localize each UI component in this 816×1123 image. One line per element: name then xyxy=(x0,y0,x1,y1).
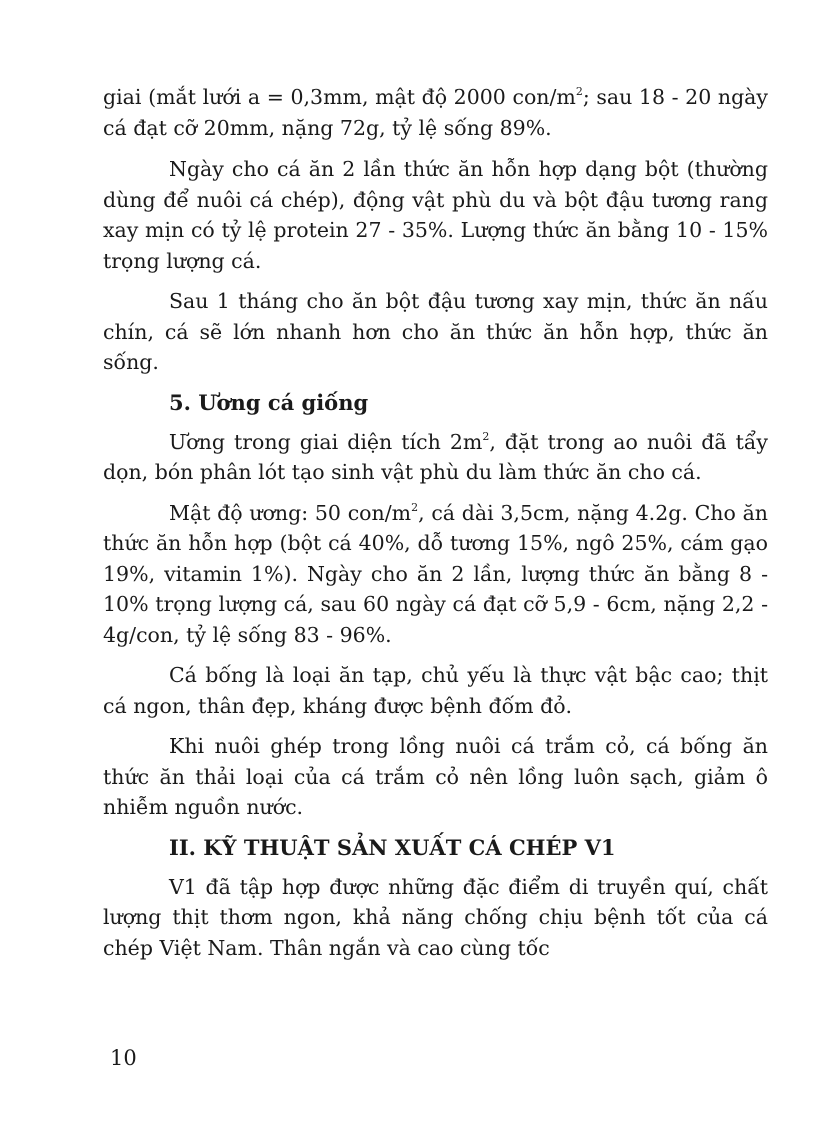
paragraph: giai (mắt lưới a = 0,3mm, mật độ 2000 con/$m^2$; sau 18 - 20 ngày cá đạt cỡ 20mm, nặng 72g, tỷ lệ sống 89%. xyxy=(103,85,768,140)
page-body xyxy=(103,82,768,973)
page-number: 10 xyxy=(110,1046,137,1070)
paragraph: Mật độ ương: 50 con/$m^2$, cá dài 3,5cm, nặng 4.2g. Cho ăn thức ăn hỗn hợp (bột cá 40%, dỗ tương 15%, ngô 25%, cám gạo 19%, vitamin 1%). Ngày cho ăn 2 lần, lượng thức ăn bằng 8 - 10% trọng lượng cá, sau 60 ngày cá đạt cỡ 5,9 - 6cm, nặng 2,2 - 4g/con, tỷ lệ sống 83 - 96%. xyxy=(103,500,768,647)
paragraph: Khi nuôi ghép trong lồng nuôi cá trắm cỏ, cá bống ăn thức ăn thải loại của cá trắm cỏ nên lồng luôn sạch, giảm ô nhiễm nguồn nước. xyxy=(103,734,768,819)
paragraph: V1 đã tập hợp được những đặc điểm di truyền quí, chất lượng thịt thơm ngon, khả năng chống chịu bệnh tốt của cá chép Việt Nam. Thân ngắn và cao cùng tốc xyxy=(103,874,768,960)
chapter-heading: II. KỸ THUẬT SẢN XUẤT CÁ CHÉP V1 xyxy=(169,834,616,860)
paragraph: Cá bống là loại ăn tạp, chủ yếu là thực vật bậc cao; thịt cá ngon, thân đẹp, kháng được bệnh đốm đỏ. xyxy=(103,663,768,718)
paragraph: Ngày cho cá ăn 2 lần thức ăn hỗn hợp dạng bột (thường dùng để nuôi cá chép), động vật phù du và bột đậu tương rang xay mịn có tỷ lệ protein 27 - 35%. Lượng thức ăn bằng 10 - 15% trọng lượng cá. xyxy=(103,157,768,273)
paragraph: Sau 1 tháng cho ăn bột đậu tương xay mịn, thức ăn nấu chín, cá sẽ lớn nhanh hơn cho ăn thức ăn hỗn hợp, thức ăn sống. xyxy=(103,289,768,374)
paragraph: Ương trong giai diện tích $2m^2$, đặt trong ao nuôi đã tẩy dọn, bón phân lót tạo sinh vật phù du làm thức ăn cho cá. xyxy=(103,429,768,484)
section-heading: 5. Ương cá giống xyxy=(169,389,369,415)
